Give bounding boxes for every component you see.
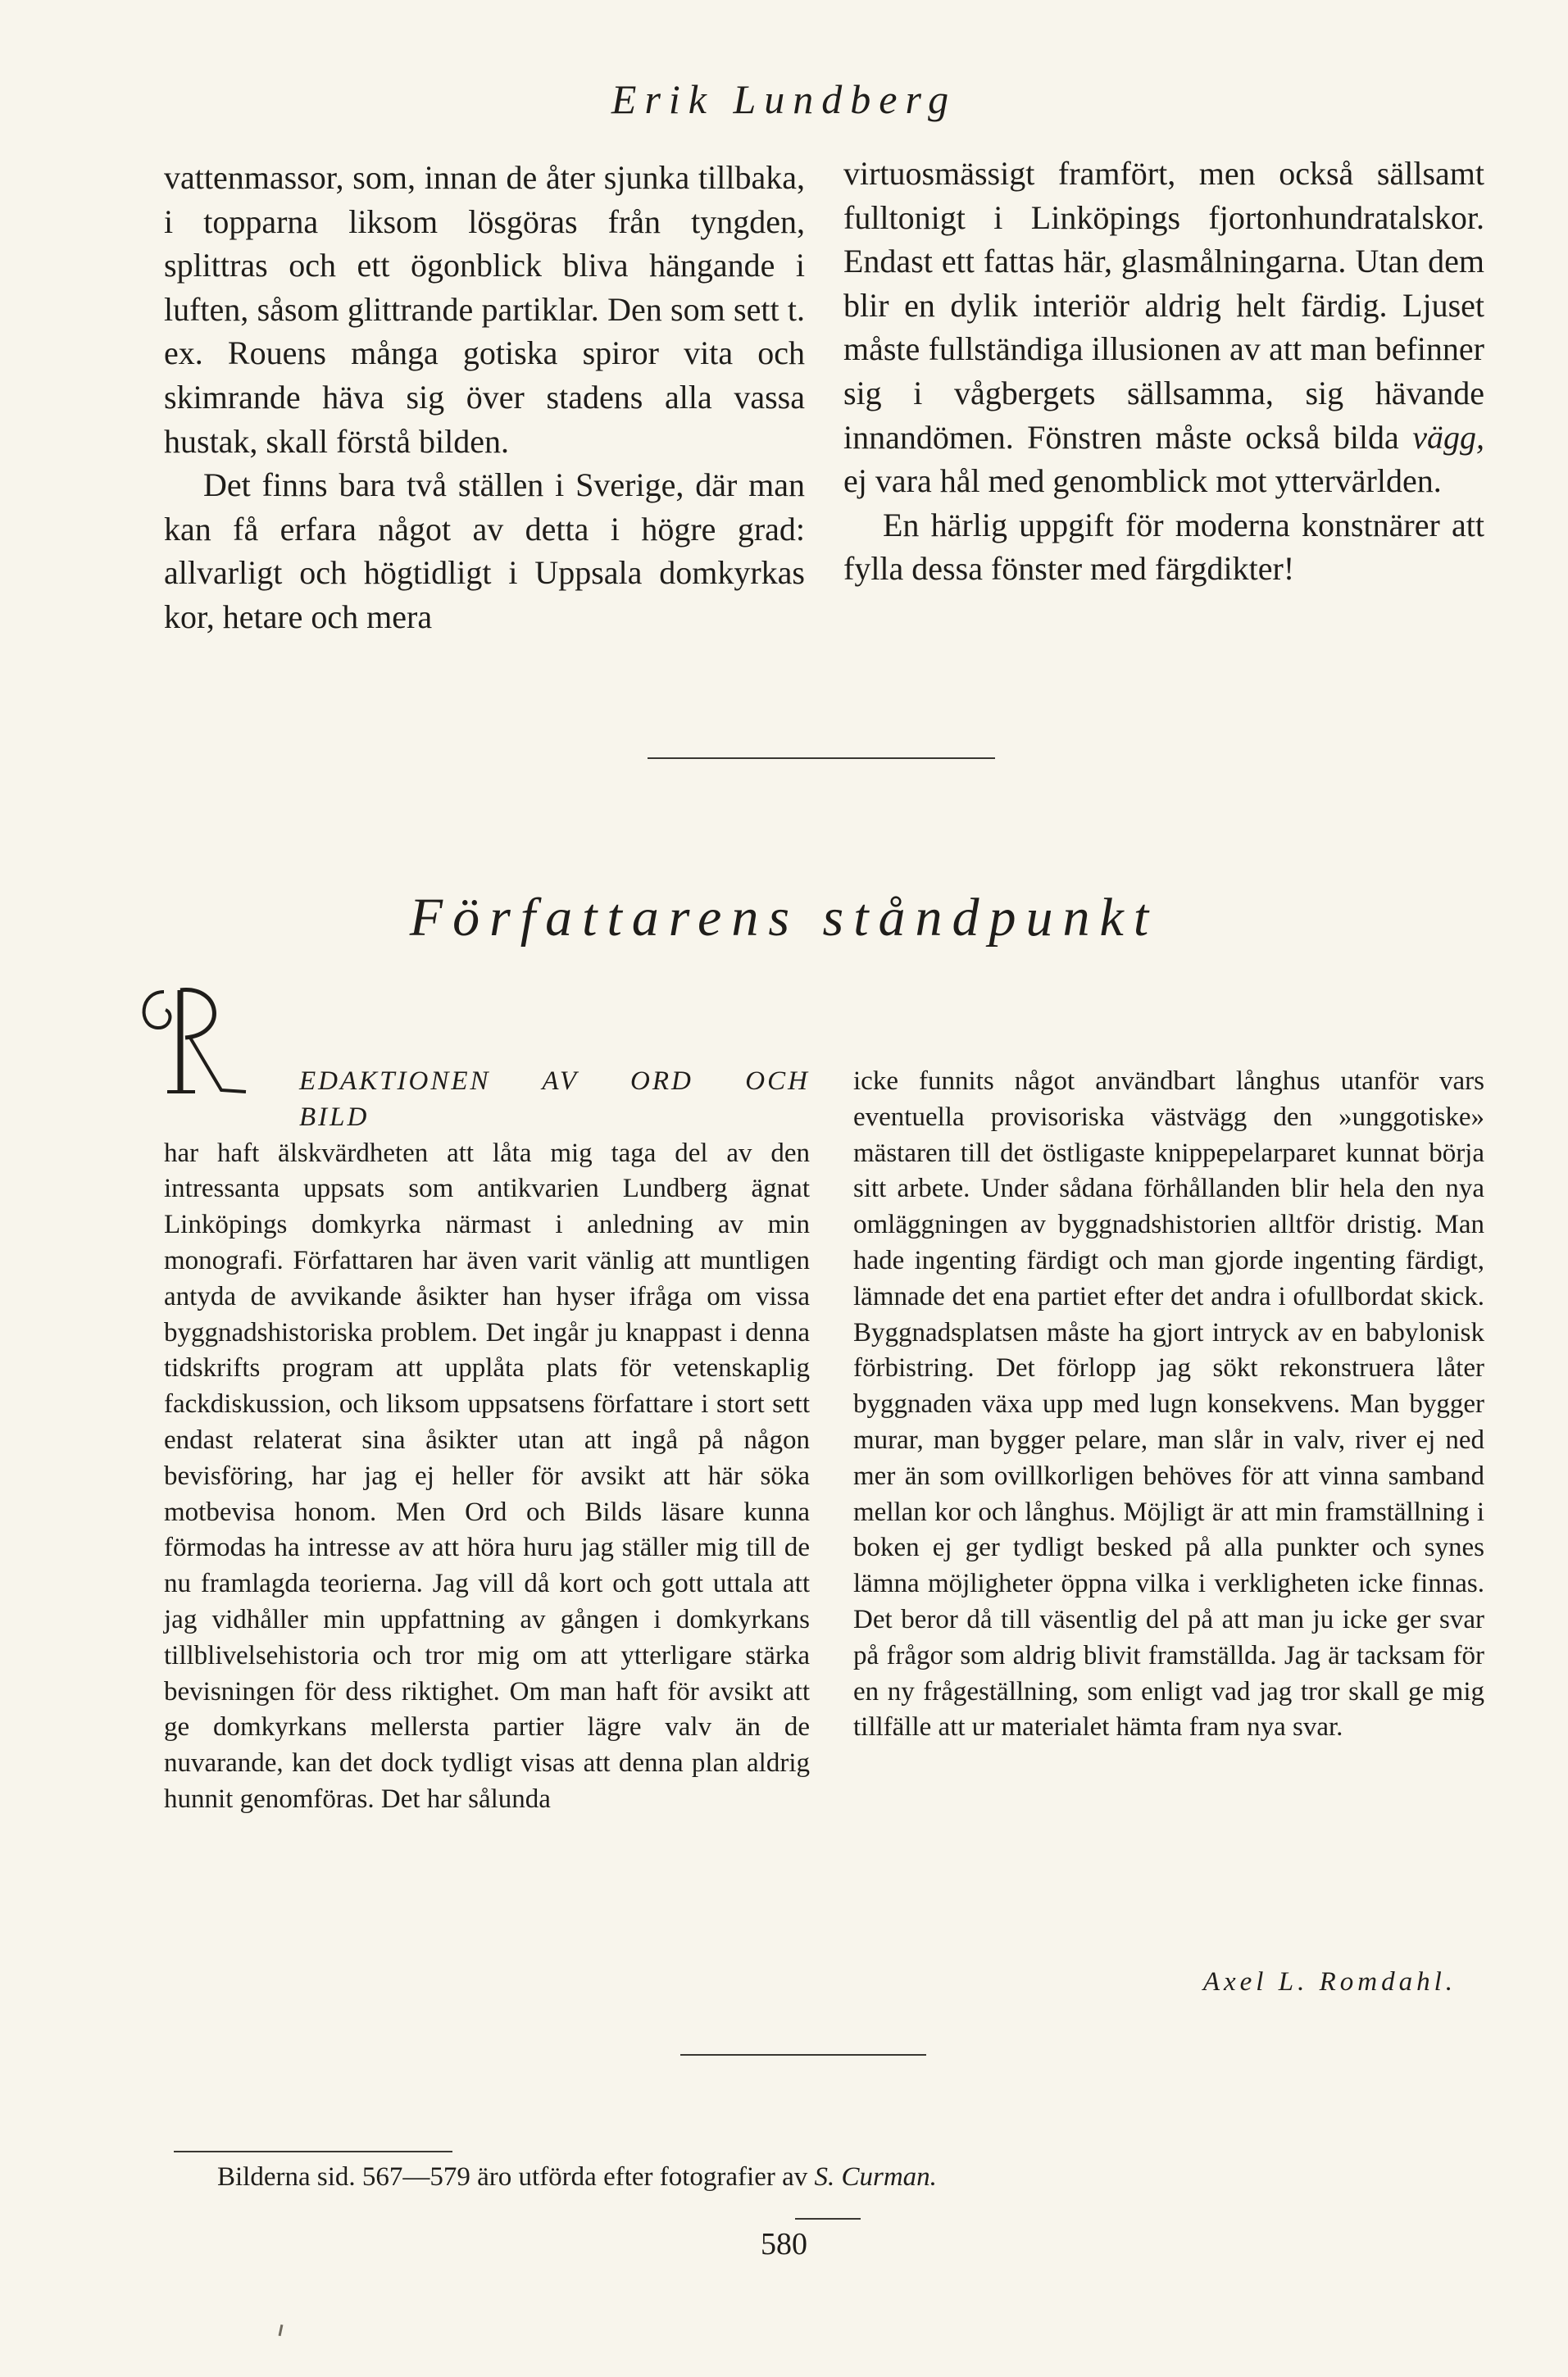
text-run: har haft älskvärdheten att låta mig taga del av den intressanta uppsats som antikvarien Lundberg ägnat Linköpings domkyrka närmast i anledning av min monografi. Författaren har även varit vänlig att muntligen antyda de avvikande åsikter han hyser ifråga om vissa byggnadshistoriska problem. Det ingår ju knappast i denna tidskrifts program att upplåta plats för vetenskaplig fackdiskussion, och liksom uppsatsens författare i stort sett endast relaterat sina åsikter utan att ingå på någon bevisföring, har jag ej heller för avsikt att här söka motbevisa honom. Men Ord och Bilds läsare kunna förmodas ha intresse av att höra huru jag ställer mig till de nu framlagda teorierna. Jag vill då kort och gott uttala att jag vidhåller min uppfattning av gången i domkyrkans tillblivelsehistoria och tror mig om att ytterligare stärka bevisningen för dess riktighet. Om man haft för avsikt att ge domkyrkans mellersta partier lägre valv än de nuvarande, kan det dock tydligt visas att denna plan aldrig hunnit genomföras. Det har sålunda bbox=[164, 1138, 810, 1814]
opening-smallcaps: EDAKTIONEN AV ORD OCH BILD bbox=[299, 1066, 810, 1132]
paragraph: icke funnits något användbart långhus utanför vars eventuella provisoriska västvägg den »unggotiske» mästaren till det östligaste knippepelarparet kunnat börja sitt arbete. Under sådana förhållanden blir hela den nya omläggningen av byggnadshistorien alltför dristig. Man hade ingenting färdigt och man gjorde ingenting färdigt, lämnade det ena partiet efter det andra i ofullbordat skick. Byggnadsplatsen måste ha gjort intryck av en babylonisk förbistring. Det förlopp jag sökt rekonstruera låter byggnaden växa upp med lugn konsekvens. Man bygger murar, man bygger pelare, man slår in valv, river ej ned mer än som ovillkorligen behöves för att vinna samband mellan kor och långhus. Möjligt är att min framställning i boken ej ger tydligt besked på alla punkter och synes lämna möjligheter öppna vilka i verkligheten icke finnas. Det beror då till väsentlig del på att man ju icke ger svar på frågor som aldrig blivit framställda. Jag är tacksam för en ny frågeställning, som enligt vad jag tror skall ge mig tillfälle att ur materialet hämta fram nya svar. bbox=[853, 1066, 1484, 1743]
page-number-rule bbox=[795, 2218, 861, 2220]
end-divider bbox=[680, 2054, 926, 2056]
text-run: ej vara hål med genomblick mot yttervärlden. bbox=[843, 462, 1442, 500]
paragraph: Det finns bara två ställen i Sverige, där man kan få erfara något av detta i högre grad: allvarligt och högtidligt i Uppsala domkyrkas kor, hetare och mera bbox=[164, 466, 805, 635]
paragraph: En härlig uppgift för moderna konstnärer att fylla dessa fönster med färgdikter! bbox=[843, 506, 1484, 588]
paragraph bbox=[843, 152, 1484, 503]
top-left-column bbox=[164, 156, 805, 639]
running-head: Erik Lundberg bbox=[611, 76, 957, 122]
footnote-text: Bilderna sid. 567—579 äro utförda efter fotografier av bbox=[217, 2162, 808, 2192]
footnote bbox=[217, 2162, 1365, 2193]
section-divider bbox=[648, 757, 995, 759]
section-title: Författarens ståndpunkt bbox=[409, 888, 1159, 948]
paragraph: vattenmassor, som, innan de åter sjunka tillbaka, i topparna liksom lösgöras från tyngden, splittras och ett ögonblick bliva hängande i luften, såsom glittrande partiklar. Den som sett t. ex. Rouens många gotiska spiror vita och skimrande häva sig över stadens alla vassa hustak, skall förstå bilden. bbox=[164, 159, 805, 460]
bottom-left-column bbox=[164, 1064, 810, 1818]
footnote-rule bbox=[174, 2151, 452, 2152]
page-number: 580 bbox=[761, 2227, 807, 2261]
author-signature: Axel L. Romdahl. bbox=[1202, 1967, 1457, 1997]
emphasis: vägg, bbox=[1412, 418, 1485, 456]
bottom-right-column bbox=[853, 1064, 1484, 1746]
top-right-column bbox=[843, 152, 1484, 591]
paragraph bbox=[164, 1064, 810, 1818]
ink-mark bbox=[279, 2325, 284, 2336]
photo-credit: S. Curman. bbox=[814, 2162, 937, 2192]
text-run: virtuosmässigt framfört, men också sällsamt fulltonigt i Linköpings fjortonhundratalskor. Endast ett fattas här, glasmålningarna. Utan dem blir en dylik interiör aldrig helt färdig. Ljuset måste fullständiga illusionen av att man befinner sig i vågbergets sällsamma, sig hävande innandömen. Fönstren måste också bilda bbox=[843, 155, 1484, 456]
